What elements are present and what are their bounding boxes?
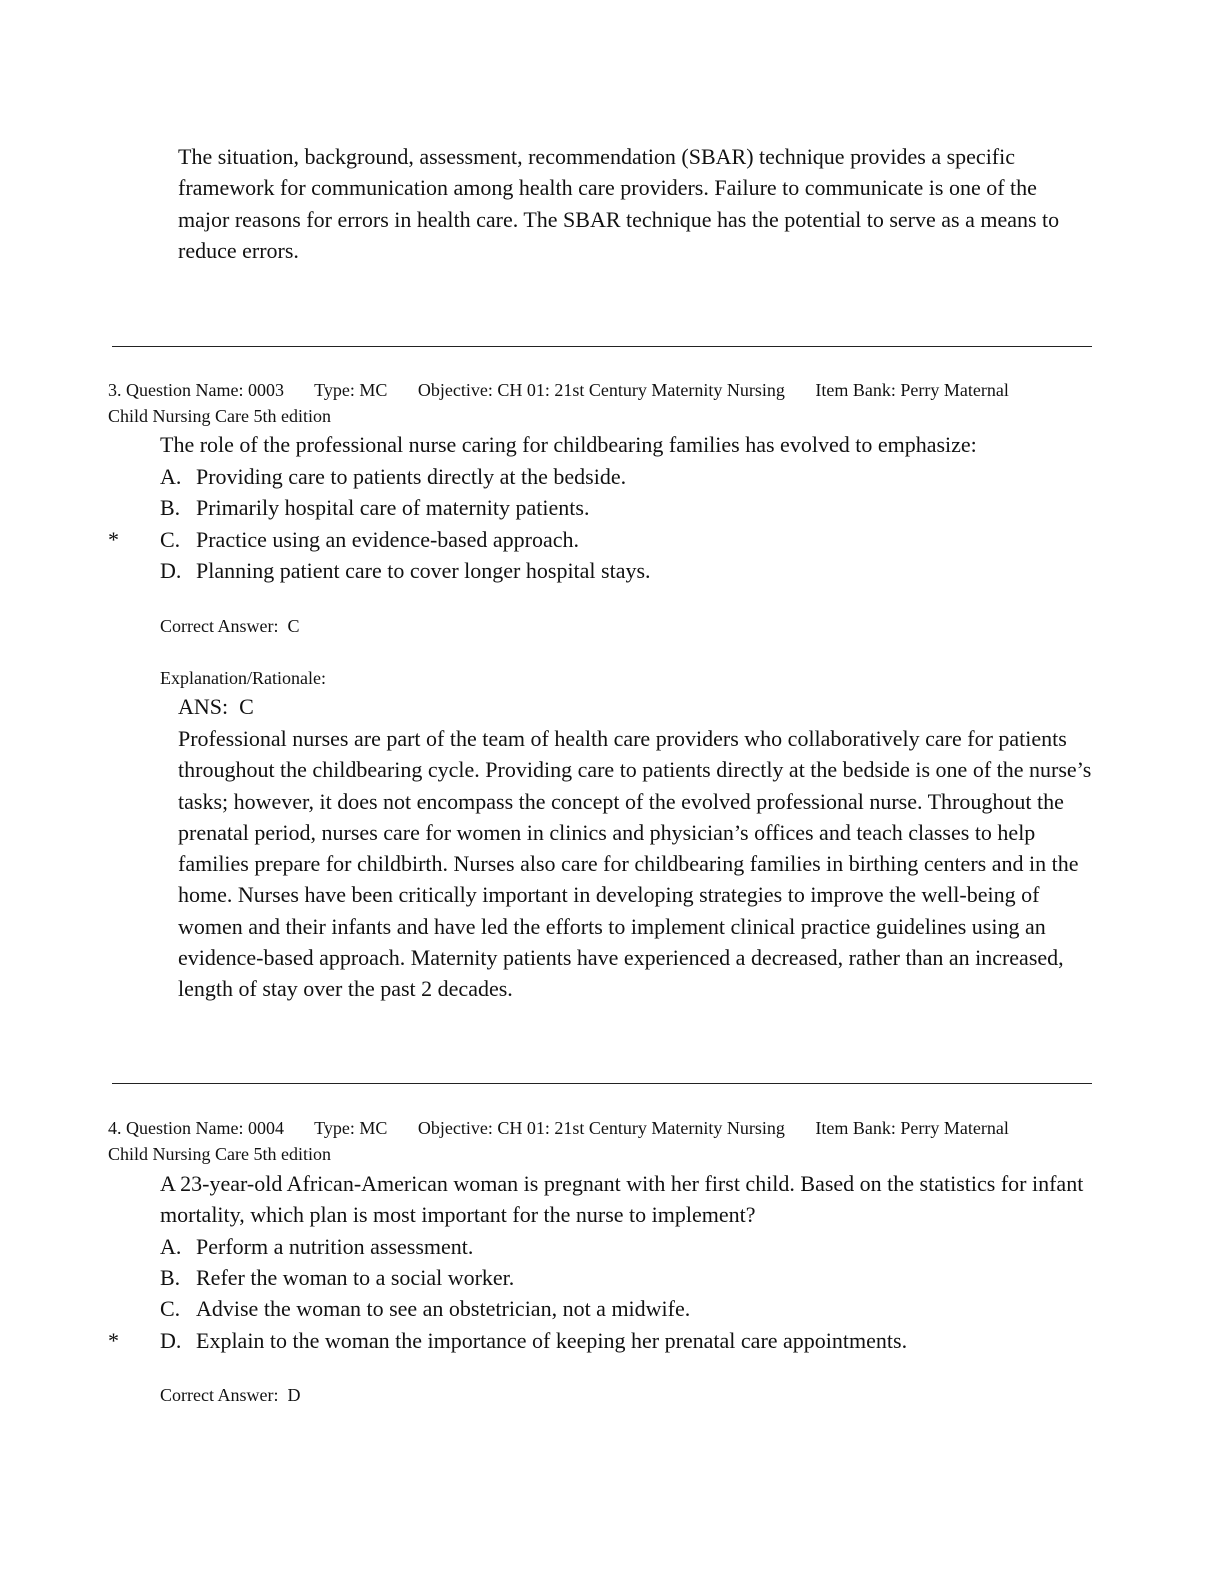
- choice-letter: B.: [160, 495, 181, 520]
- q3-choice-a: [160, 461, 626, 492]
- q4-objective: Objective: CH 01: 21st Century Maternity Nursing: [417, 1118, 785, 1138]
- correct-answer-value: C: [287, 616, 300, 636]
- q4-item-bank-cont: Child Nursing Care 5th edition: [108, 1144, 331, 1164]
- prev-rationale: The situation, background, assessment, recommendation (SBAR) technique provides a specific framework for communication among health care providers. Failure to communicate is one of the major reasons for errors in health care. The SBAR technique has the potential to serve as a means to reduce errors.: [178, 144, 1060, 263]
- q4-choice-b: [160, 1262, 514, 1293]
- q3-item-bank: Item Bank: Perry Maternal: [815, 380, 1009, 400]
- q3-choice-c: [160, 524, 579, 555]
- q4-choice-d: [160, 1325, 907, 1356]
- choice-text: Planning patient care to cover longer hospital stays.: [196, 558, 651, 583]
- choice-letter: D.: [160, 1328, 182, 1353]
- correct-answer-value: D: [287, 1385, 301, 1405]
- choice-text: Perform a nutrition assessment.: [196, 1234, 474, 1259]
- choice-letter: D.: [160, 558, 182, 583]
- divider-middle: [112, 1083, 1092, 1084]
- choice-letter: C.: [160, 527, 181, 552]
- choice-letter: C.: [160, 1296, 181, 1321]
- q4-meta: [108, 1115, 1098, 1167]
- choice-text: Primarily hospital care of maternity patients.: [196, 495, 590, 520]
- choice-text: Practice using an evidence-based approach.: [196, 527, 579, 552]
- q4-number-name: 4. Question Name: 0004: [108, 1118, 284, 1138]
- q3-number-name: 3. Question Name: 0003: [108, 380, 284, 400]
- choice-text: Refer the woman to a social worker.: [196, 1265, 515, 1290]
- choice-letter: A.: [160, 1234, 182, 1259]
- divider-top: [112, 346, 1092, 347]
- q4-correct-answer: [160, 1382, 300, 1408]
- q3-correct-marker: *: [108, 527, 119, 552]
- q4-choice-a: [160, 1231, 473, 1262]
- q3-correct-answer: [160, 613, 299, 639]
- q3-choice-b: [160, 492, 589, 523]
- q3-meta: [108, 377, 1098, 429]
- q3-objective: Objective: CH 01: 21st Century Maternity Nursing: [417, 380, 785, 400]
- q3-choice-d: [160, 555, 651, 586]
- q4-type: Type: MC: [314, 1118, 388, 1138]
- q3-type: Type: MC: [314, 380, 388, 400]
- q4-correct-marker: *: [108, 1328, 119, 1353]
- q4-stem: A 23-year-old African-American woman is pregnant with her first child. Based on the statistics for infant mortality, which plan is most important for the nurse to implement?: [160, 1171, 1084, 1228]
- choice-text: Providing care to patients directly at the bedside.: [196, 464, 627, 489]
- q3-explanation-label: Explanation/Rationale:: [160, 668, 326, 688]
- q4-item-bank: Item Bank: Perry Maternal: [815, 1118, 1009, 1138]
- q3-rationale: Professional nurses are part of the team of health care providers who collaboratively care for patients throughout the childbearing cycle. Providing care to patients directly at the bedside is one of the nurse’s tasks; however, it does not encompass the concept of the evolved professional nurse. Throughout the prenatal period, nurses care for women in clinics and physician’s offices and teach classes to help families prepare for childbirth. Nurses also care for childbearing families in birthing centers and in the home. Nurses have been critically important in developing strategies to improve the well-being of women and their infants and have led the efforts to implement clinical practice guidelines using an evidence-based approach. Maternity patients have experienced a decreased, rather than an increased, length of stay over the past 2 decades.: [178, 726, 1092, 1002]
- choice-letter: A.: [160, 464, 182, 489]
- choice-text: Advise the woman to see an obstetrician, not a midwife.: [196, 1296, 691, 1321]
- correct-answer-label: Correct Answer:: [160, 1385, 279, 1405]
- q3-ans: ANS: C: [178, 694, 254, 719]
- correct-answer-label: Correct Answer:: [160, 616, 279, 636]
- q3-item-bank-cont: Child Nursing Care 5th edition: [108, 406, 331, 426]
- choice-text: Explain to the woman the importance of keeping her prenatal care appointments.: [196, 1328, 908, 1353]
- q3-stem: The role of the professional nurse caring for childbearing families has evolved to emphasize:: [160, 432, 977, 457]
- choice-letter: B.: [160, 1265, 181, 1290]
- q4-choice-c: [160, 1293, 690, 1324]
